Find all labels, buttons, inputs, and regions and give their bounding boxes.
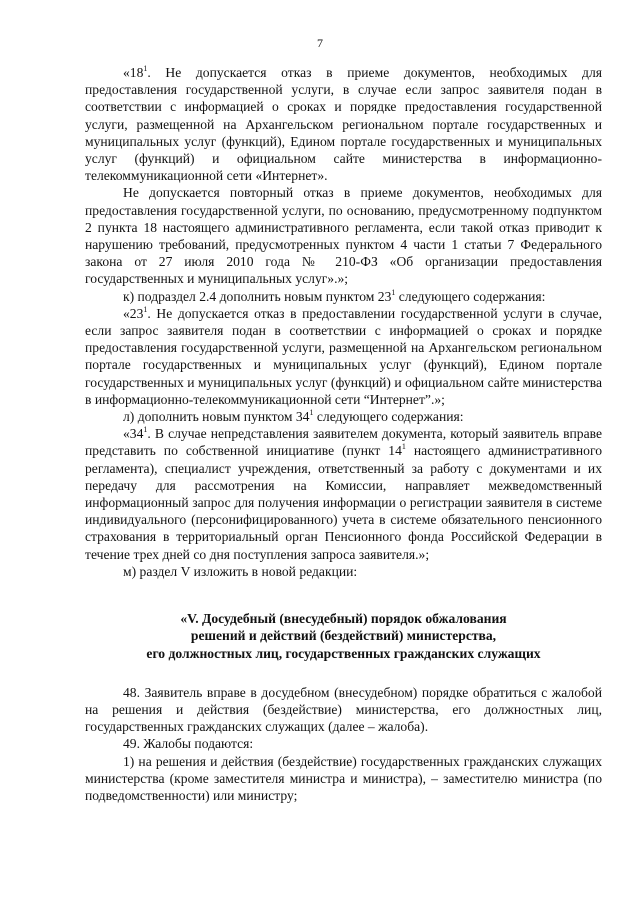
paragraph — [85, 184, 602, 287]
paragraph — [85, 753, 602, 805]
text-run: . Не допускается отказ в предоставлении государственной услуги в случае, если запрос заявителя подан в соответствии с информацией о сроках и порядке предоставления государственной услуги, размещенной на Архангельском региональном портале государственных и муниципальных услуг (функций), Едином портале государственных и муниципальных услуг (функций) и официальном сайте министерства в информационно-телекоммуникационной сети “Интернет”.»; — [85, 305, 602, 407]
text-run: 1) на решения и действия (бездействие) государственных гражданских служащих министерства (кроме заместителя министра и министра), – заместителю министра (по подведомственности) или министру; — [85, 753, 602, 803]
superscript: 1 — [143, 304, 148, 314]
text-run: настоящего административного регламента), специалист учреждения, ответственный за работу с документами и их передачу для рассмотрения на Комиссии, направляет межведомственный информационный запрос для получения информации о регистрации заявителя в системе индивидуального (персонифицированного) учета в системе обязательного пенсионного страхования в территориальный орган Пенсионного фонда Российской Федерации в течение трех дней со дня поступления запроса заявителя.»; — [85, 443, 602, 562]
paragraph — [85, 563, 602, 580]
document-body — [85, 64, 602, 804]
superscript: 1 — [309, 408, 314, 418]
paragraph — [85, 425, 602, 563]
text-run: Не допускается повторный отказ в приеме документов, необходимых для предоставления государственной услуги, по основанию, предусмотренному подпунктом 2 пункта 18 настоящего административного регламента, если такой отказ приводит к нарушению требований, предусмотренных пунктом 4 части 1 статьи 7 Федерального закона от 27 июля 2010 года № 210-ФЗ «Об организации предоставления государственных и муниципальных услуг».»; — [85, 185, 602, 287]
paragraph — [85, 288, 602, 305]
text-section-complaints — [85, 684, 602, 804]
text-run: к) подраздел 2.4 дополнить новым пунктом 23 — [123, 288, 392, 304]
text-run: «23 — [123, 305, 144, 321]
paragraph — [85, 684, 602, 736]
page-number: 7 — [317, 36, 323, 50]
heading-line: «V. Досудебный (внесудебный) порядок обжалования — [180, 611, 507, 627]
text-run: л) дополнить новым пунктом 34 — [123, 409, 310, 425]
text-section-amendments — [85, 64, 602, 580]
heading-line: решений и действий (бездействий) министерства, — [190, 628, 497, 644]
superscript: 1 — [391, 287, 396, 297]
paragraph — [85, 64, 602, 184]
paragraph — [85, 735, 602, 752]
paragraph — [85, 408, 602, 425]
text-run: . Не допускается отказ в приеме документов, необходимых для предоставления государственной услуги, в случае если запрос заявителя подан в соответствии с информацией о сроках и порядке предоставления государственной услуги, размещенной на Архангельском региональном портале государственных и муниципальных услуг (функций), Едином портале государственных и муниципальных услуг (функций) и официальном сайте министерства в информационно-телекоммуникационной сети «Интернет». — [85, 65, 602, 184]
superscript: 1 — [143, 64, 148, 73]
text-run: «18 — [123, 65, 144, 80]
superscript: 1 — [143, 425, 148, 435]
text-run: м) раздел V изложить в новой редакции: — [123, 563, 358, 579]
paragraph — [85, 305, 602, 408]
text-run: 48. Заявитель вправе в досудебном (внесудебном) порядке обратиться с жалобой на решения и действия (бездействие) министерства, его должностных лиц, государственных гражданских служащих (далее – жалоба). — [85, 684, 602, 735]
heading-line: его должностных лиц, государственных гражданских служащих — [146, 645, 541, 661]
text-run: следующего содержания: — [395, 288, 546, 304]
text-run: 49. Жалобы подаются: — [123, 736, 254, 752]
superscript: 1 — [401, 442, 406, 452]
section-heading — [85, 610, 602, 662]
text-run: . В случае непредставления заявителем документа, который заявитель вправе представить по собственной инициативе (пункт 14 — [85, 426, 602, 459]
text-run: следующего содержания: — [313, 409, 464, 425]
text-run: «34 — [123, 426, 144, 442]
